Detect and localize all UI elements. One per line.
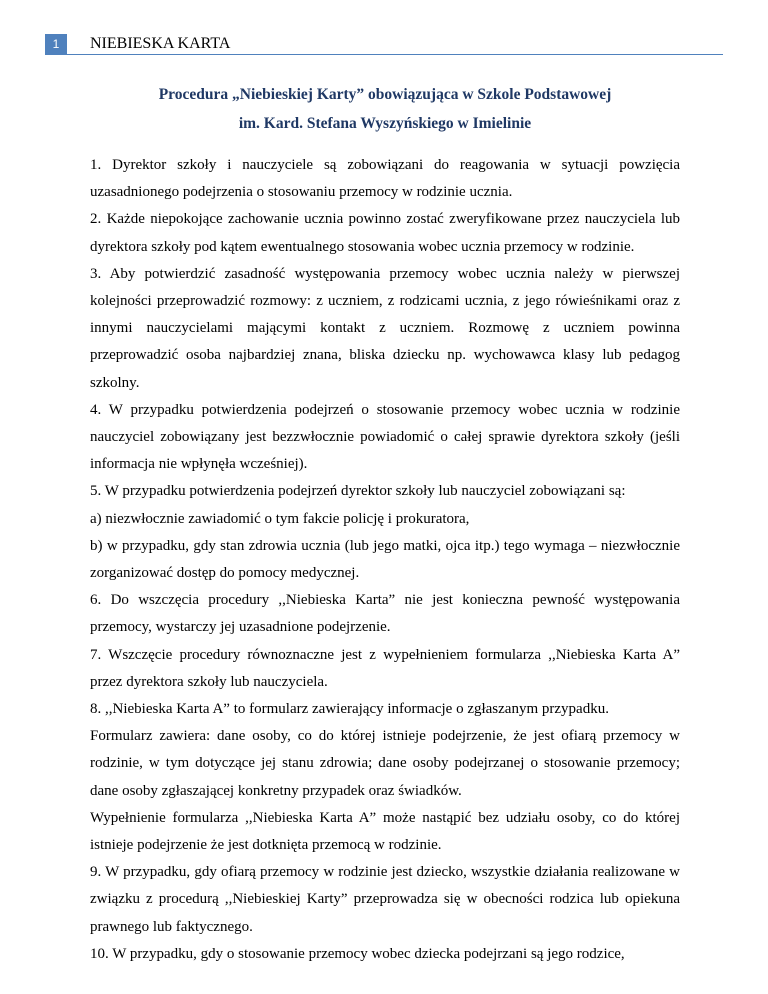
paragraph-5a: a) niezwłocznie zawiadomić o tym fakcie policję i prokuratora, <box>90 510 470 527</box>
paragraph-9: 9. W przypadku, gdy ofiarą przemocy w rodzinie jest dziecko, wszystkie działania realizowane w związku z procedurą ,,Niebieskiej Karty” przeprowadza się w obecności rodzica lub opiekuna prawnego lub faktycznego. <box>90 864 680 935</box>
paragraph-4: 4. W przypadku potwierdzenia podejrzeń o stosowanie przemocy wobec ucznia w rodzinie nauczyciel zobowiązany jest bezzwłocznie powiadomić o całej sprawie dyrektora szkoły (jeśli informacja nie wpłynęła wcześniej). <box>90 401 680 473</box>
paragraph-8-form-filling: Wypełnienie formularza ,,Niebieska Karta A” może nastąpić bez udziału osoby, co do której istnieje podejrzenie że jest dotknięta przemocą w rodzinie. <box>90 809 680 854</box>
paragraph-1: 1. Dyrektor szkoły i nauczyciele są zobowiązani do reagowania w sytuacji powzięcia uzasadnionego podejrzenia o stosowaniu przemocy w rodzinie ucznia. <box>90 157 680 201</box>
paragraph-7: 7. Wszczęcie procedury równoznaczne jest z wypełnieniem formularza ,,Niebieska Karta A” przez dyrektora szkoły lub nauczyciela. <box>90 646 680 690</box>
document-title-line-2: im. Kard. Stefana Wyszyńskiego w Imielinie <box>238 115 532 132</box>
header-divider <box>45 54 723 55</box>
paragraph-8: 8. ,,Niebieska Karta A” to formularz zawierający informacje o zgłaszanym przypadku. <box>90 701 609 718</box>
paragraph-8-form-contents: Formularz zawiera: dane osoby, co do której istnieje podejrzenie, że jest ofiarą przemocy w rodzinie, w tym dotyczące jej stanu zdrowia; dane osoby podejrzanej o stosowanie przemocy; dane osoby zgłaszającej konkretny przypadek oraz świadków. <box>90 728 680 799</box>
page-number-badge: 1 <box>45 34 67 54</box>
running-title: NIEBIESKA KARTA <box>90 35 231 52</box>
paragraph-3: 3. Aby potwierdzić zasadność występowania przemocy wobec ucznia należy w pierwszej kolejności przeprowadzić rozmowy: z uczniem, z rodzicami ucznia, z jego rówieśnikami oraz z innymi nauczycielami mającymi kontakt z uczniem. Rozmowę z uczniem powinna przeprowadzić osoba najbardziej znana, bliska dziecku np. wychowawca klasy lub pedagog szkolny. <box>90 265 680 391</box>
document-title-line-1: Procedura „Niebieskiej Karty” obowiązująca w Szkole Podstawowej <box>158 86 612 103</box>
paragraph-5b: b) w przypadku, gdy stan zdrowia ucznia (lub jego matki, ojca itp.) tego wymaga – niezwłocznie zorganizować dostęp do pomocy medycznej. <box>90 537 680 582</box>
paragraph-10: 10. W przypadku, gdy o stosowanie przemocy wobec dziecka podejrzani są jego rodzice, <box>90 945 625 962</box>
paragraph-5: 5. W przypadku potwierdzenia podejrzeń dyrektor szkoły lub nauczyciel zobowiązani są: <box>90 483 626 500</box>
document-body <box>90 152 680 968</box>
paragraph-6: 6. Do wszczęcia procedury ,,Niebieska Karta” nie jest konieczna pewność występowania przemocy, wystarczy jej uzasadnione podejrzenie. <box>90 592 680 636</box>
paragraph-2: 2. Każde niepokojące zachowanie ucznia powinno zostać zweryfikowane przez nauczyciela lub dyrektora szkoły pod kątem ewentualnego stosowania wobec ucznia przemocy w rodzinie. <box>90 211 680 255</box>
page-header <box>0 34 768 54</box>
